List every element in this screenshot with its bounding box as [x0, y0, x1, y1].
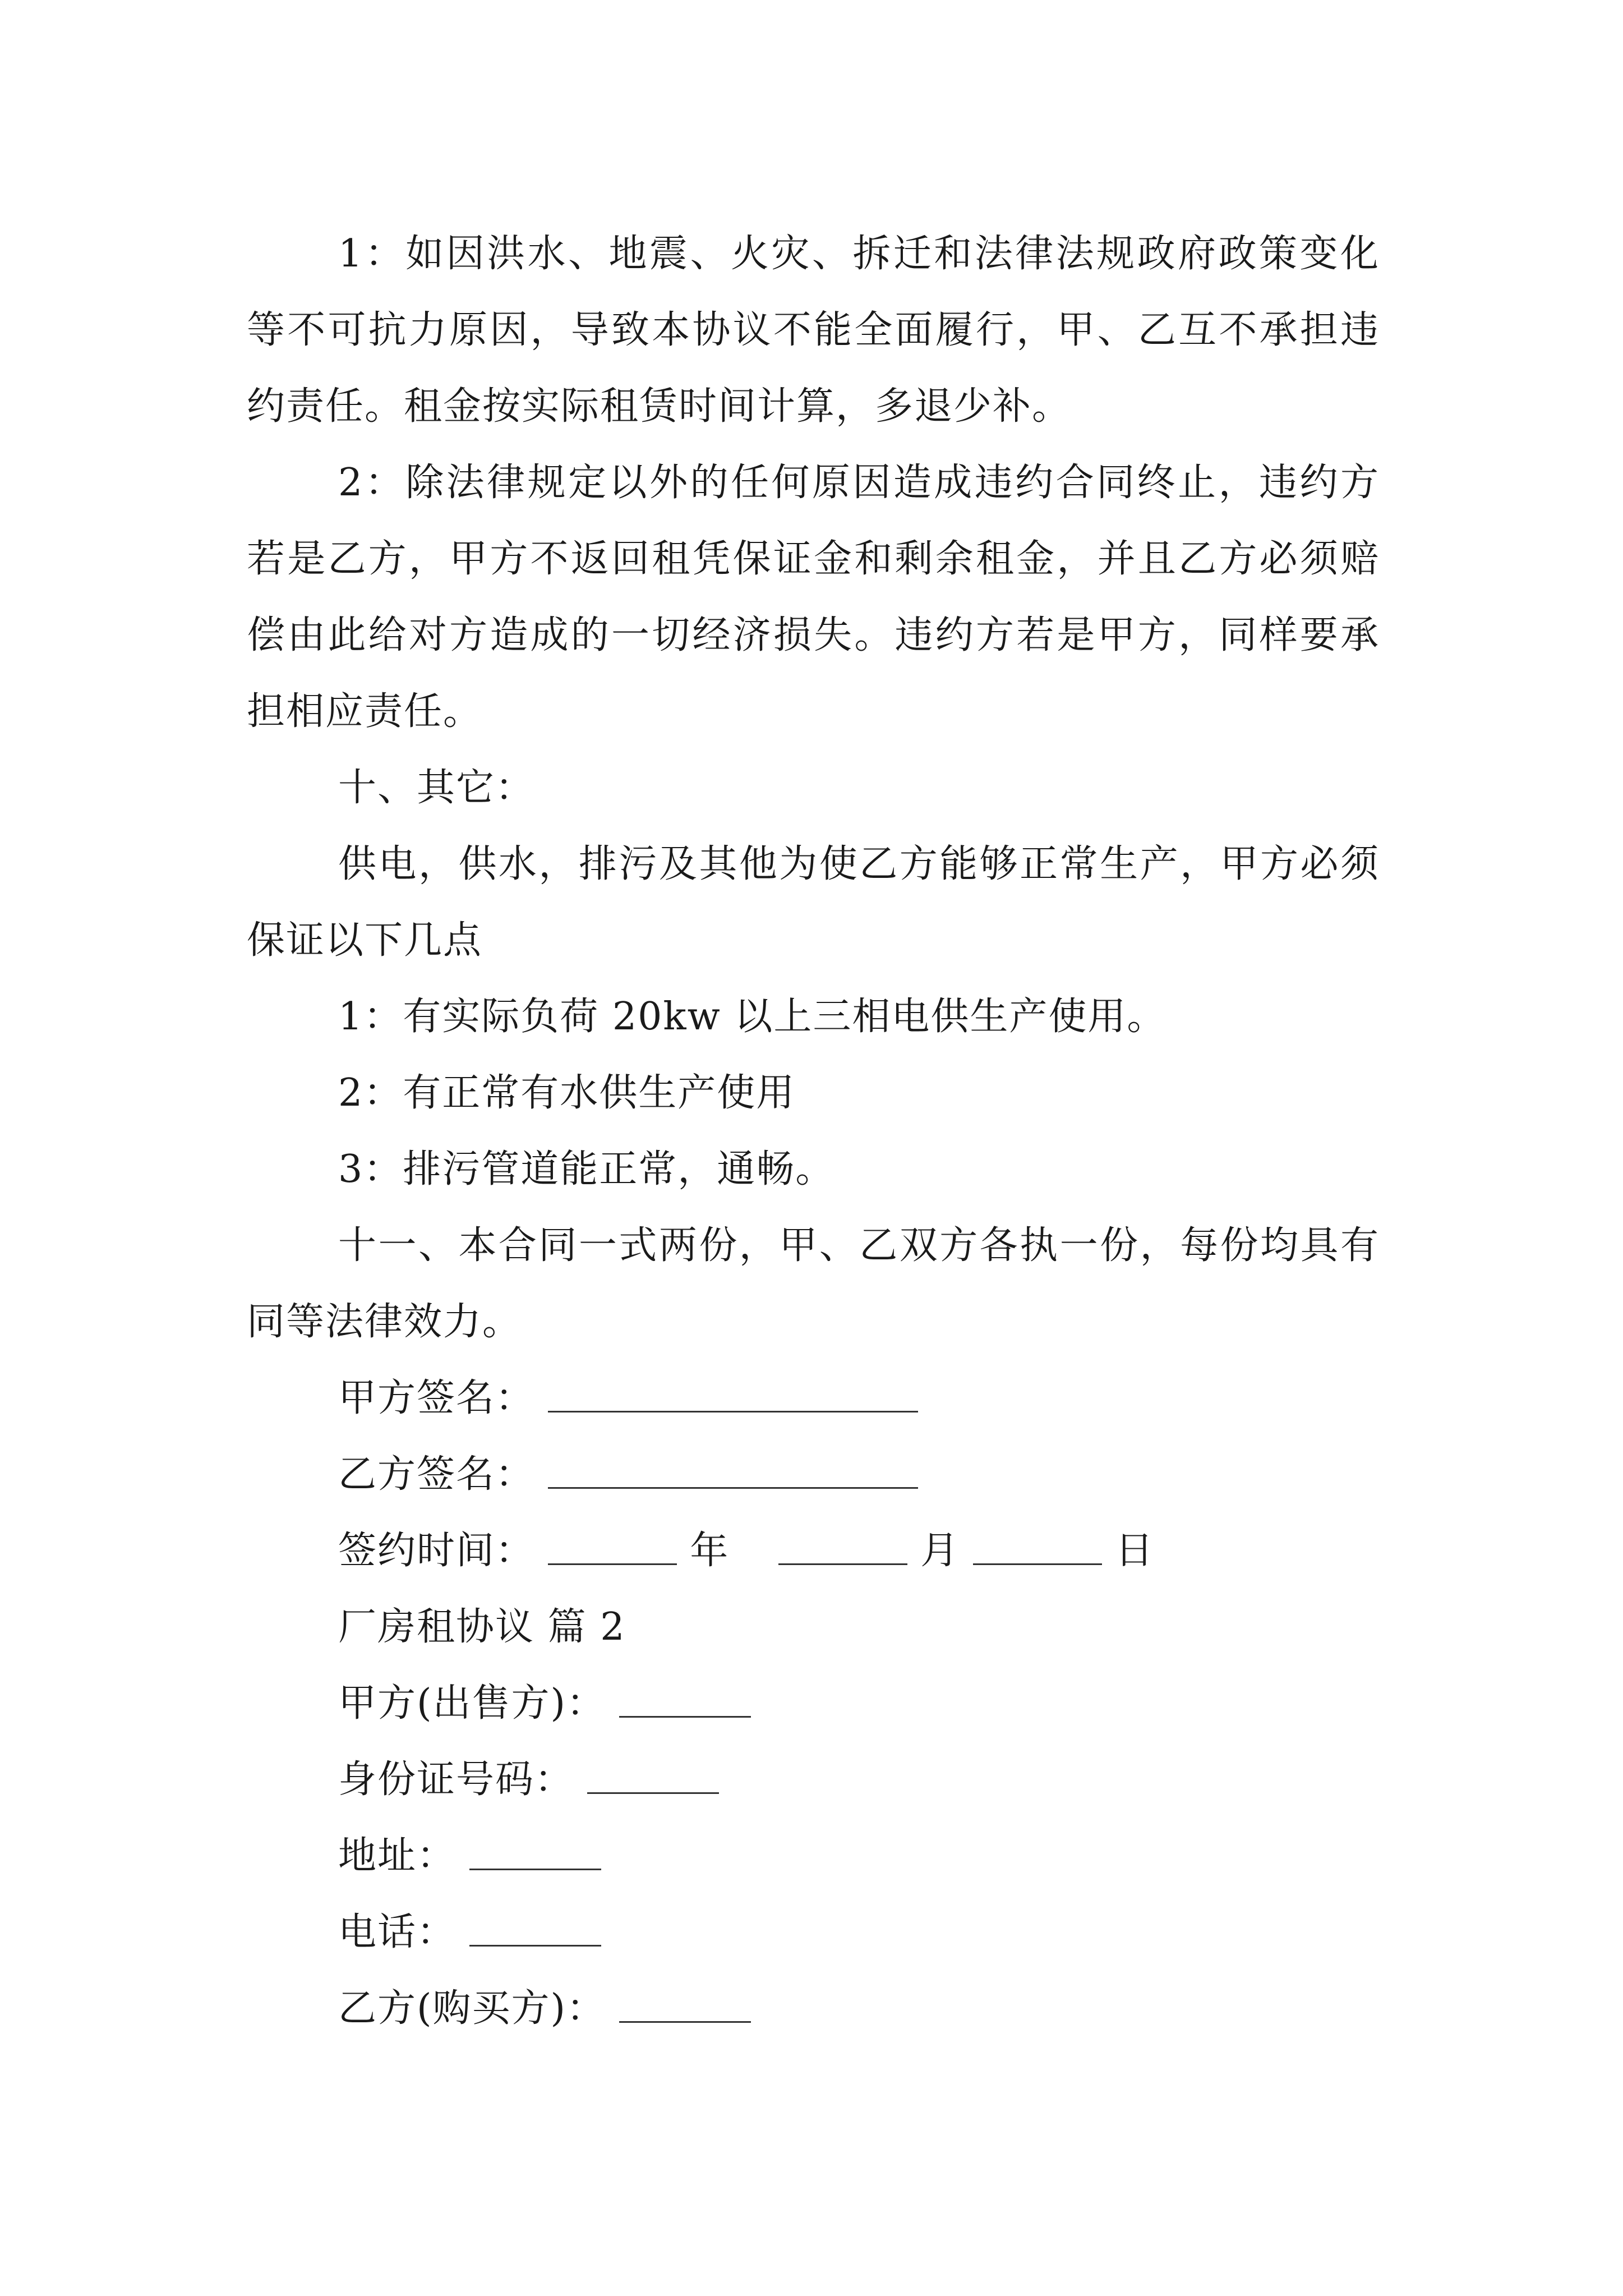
id-number-blank[interactable] — [587, 1742, 719, 1794]
phone-line — [247, 1894, 1380, 1971]
buyer-blank[interactable] — [619, 1971, 751, 2023]
year-blank[interactable] — [548, 1513, 677, 1565]
buyer-line — [247, 1971, 1380, 2047]
party-b-signature-blank[interactable] — [548, 1437, 918, 1489]
section-copies: 十一、本合同一式两份，甲、乙双方各执一份，每份均具有同等法律效力。 — [247, 1223, 1380, 1344]
document-body — [247, 216, 1380, 2047]
phone-label: 电话： — [338, 1910, 457, 1954]
utility-item-sewage: 3：排污管道能正常，通畅。 — [338, 1147, 835, 1191]
party-b-signature-line — [247, 1437, 1380, 1513]
address-line — [247, 1818, 1380, 1894]
id-number-line — [247, 1742, 1380, 1818]
month-label: 月 — [920, 1529, 960, 1573]
seller-label: 甲方(出售方)： — [338, 1681, 606, 1726]
agreement-2-heading: 厂房租协议 篇 2 — [338, 1605, 626, 1649]
clause-breach-liability: 2：除法律规定以外的任何原因造成违约合同终止，违约方若是乙方，甲方不返回租凭保证金和剩余租金，并且乙方必须赔偿由此给对方造成的一切经济损失。违约方若是甲方，同样要承担相应责任。 — [247, 461, 1380, 734]
id-number-label: 身份证号码： — [338, 1757, 574, 1802]
section-other-intro: 供电，供水，排污及其他为使乙方能够正常生产，甲方必须保证以下几点 — [247, 842, 1380, 963]
section-other-title: 十、其它： — [338, 766, 535, 810]
seller-line — [247, 1665, 1380, 1742]
clause-force-majeure: 1：如因洪水、地震、火灾、拆迁和法律法规政府政策变化等不可抗力原因，导致本协议不能全面履行，甲、乙互不承担违约责任。租金按实际租赁时间计算，多退少补。 — [247, 232, 1380, 429]
year-label: 年 — [690, 1529, 730, 1573]
buyer-label: 乙方(购买方)： — [338, 1986, 606, 2031]
day-blank[interactable] — [973, 1513, 1102, 1565]
party-a-signature-blank[interactable] — [548, 1360, 918, 1412]
phone-blank[interactable] — [469, 1894, 601, 1947]
party-a-signature-label: 甲方签名： — [338, 1376, 535, 1420]
address-label: 地址： — [338, 1834, 457, 1878]
utility-item-water: 2：有正常有水供生产使用 — [338, 1071, 796, 1115]
sign-date-label: 签约时间： — [338, 1529, 535, 1573]
party-b-signature-label: 乙方签名： — [338, 1452, 535, 1497]
day-label: 日 — [1115, 1529, 1155, 1573]
utility-item-power: 1：有实际负荷 20kw 以上三相电供生产使用。 — [338, 995, 1166, 1039]
party-a-signature-line — [247, 1360, 1380, 1437]
month-blank[interactable] — [778, 1513, 907, 1565]
address-blank[interactable] — [469, 1818, 601, 1870]
seller-blank[interactable] — [619, 1665, 751, 1718]
sign-date-line — [247, 1513, 1380, 1589]
